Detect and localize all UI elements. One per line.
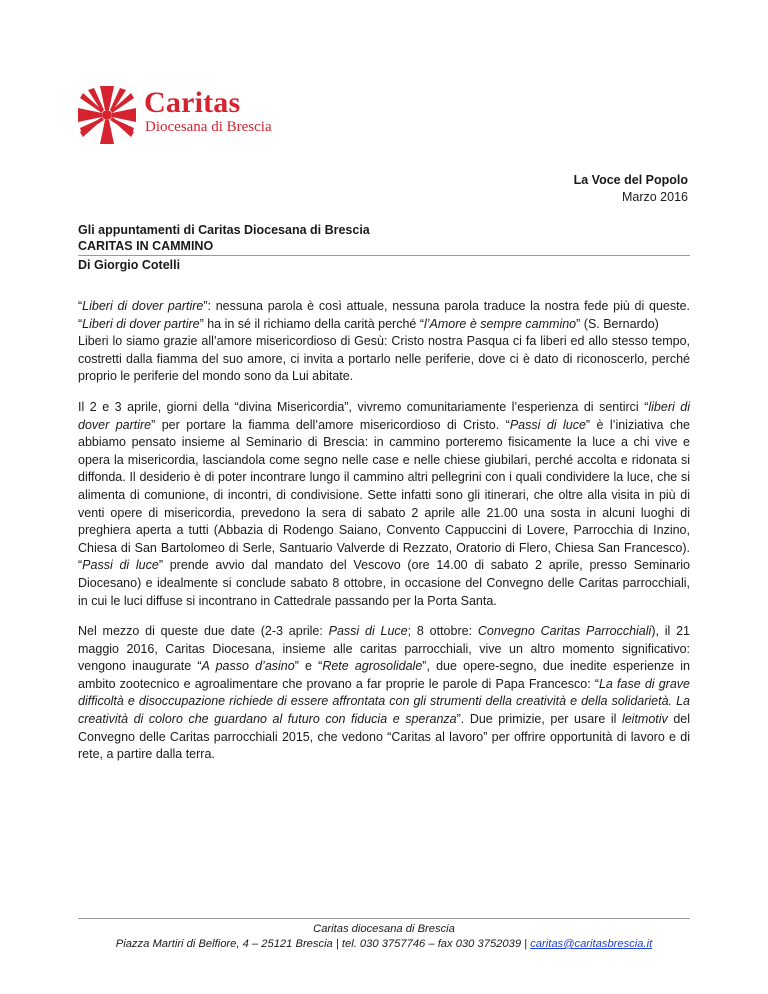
article-heading [78, 222, 690, 273]
caritas-logo [78, 86, 278, 146]
text-run: “ [78, 299, 83, 313]
heading-divider [78, 255, 690, 256]
logo-subtitle: Diocesana di Brescia [145, 119, 272, 135]
quote-run: Liberi di dover partire [82, 299, 204, 313]
text-run: ” e “ [294, 659, 323, 674]
publication-date: Marzo 2016 [621, 190, 688, 204]
quote-run: Passi di luce [509, 417, 586, 432]
publication-name: La Voce del Popolo [573, 173, 688, 187]
text-run: del Convegno delle Caritas parrocchiali 2015, che vedono “Caritas al lavoro” per offrire opportunità di lavoro e di rete, a partire dalla terra. [78, 712, 691, 762]
article-kicker: Gli appuntamenti di Caritas Diocesana di Brescia [78, 223, 370, 237]
text-run: ”, due opere-segno, due inedite esperienze in ambito zootecnico e agroalimentare che provano a far proprie le parole di Papa Francesco: “ [78, 659, 690, 691]
publication-block [574, 172, 688, 206]
quote-run: Rete agrosolidale [322, 659, 423, 674]
text-run: ), il 21 maggio 2016, Caritas Diocesana, insieme alle caritas parrocchiali, vive un altro momento significativo: vengono inaugurate “ [78, 624, 691, 674]
caritas-cross-icon [78, 86, 136, 144]
text-run: Nel mezzo di queste due date (2-3 aprile: [78, 624, 329, 639]
text-run: ” ha in sé il richiamo della carità perché “ [199, 316, 424, 331]
quote-run: l’Amore è sempre cammino [424, 316, 577, 331]
page-footer [78, 918, 690, 952]
quote-run: Passi di luce [82, 558, 159, 573]
logo-name: Caritas [144, 86, 241, 119]
paragraph-2 [78, 399, 690, 610]
quote-run: Passi di Luce [328, 624, 408, 639]
text-run: ” è l’iniziativa che abbiamo pensato insieme al Seminario di Brescia: in cammino porteremo fisicamente la luce a chi vive e opera la misericordia, lasciandola come segno nelle case e nelle chiese giubilari, perché accolta e ridonata si diffonda. Il desiderio è di poter incontrare lungo il cammino altri pellegrini con i quali condividere la luce, che si alimenta di comunione, di incontri, di condivisione. Sette infatti sono gli itinerari, che oltre alla visita in più di venti opere di misericordia, prevedono la sera di sabato 2 aprile alle 21.00 una sosta in alcuni luoghi di preghiera aperta a tutti (Abbazia di Rodengo Saiano, Convento Cappuccini di Lovere, Parrocchia di Inzino, Chiesa di San Bartolomeo di Serle, Santuario Valverde di Rezzato, Oratorio di Flero, Chiesa San Francesco). “ [78, 417, 690, 573]
quote-run: La fase di grave difficoltà e disoccupazione richiede di essere affrontata con gli strumenti della creatività e della solidarietà. La creatività di coloro che guardano al futuro con fiducia e speranza [78, 676, 690, 727]
quote-run: A passo d’asino [201, 659, 295, 674]
text-run: Il 2 e 3 aprile, giorni della “divina Misericordia”, vivremo comunitariamente l’esperienza di sentirci “ [78, 399, 649, 414]
footer-address: Piazza Martiri di Belfiore, 4 – 25121 Brescia | tel. 030 3757746 – fax 030 3752039 | [115, 938, 531, 950]
paragraph-3 [78, 623, 690, 764]
quote-run: liberi di dover partire [78, 399, 690, 432]
footer-organization: Caritas diocesana di Brescia [313, 923, 455, 935]
quote-run: Liberi di dover partire [82, 316, 200, 331]
footer-divider [78, 918, 690, 919]
article-body [78, 298, 690, 777]
footer-email-link[interactable]: caritas@caritasbrescia.it [530, 938, 653, 950]
quote-run: Convegno Caritas Parrocchiali [477, 624, 652, 639]
text-run: ”. Due primizie, per usare il [456, 712, 622, 727]
paragraph-1 [78, 298, 690, 386]
text-run: ”: nessuna parola è così attuale, nessuna parola traduce la nostra fede più di queste. “ [78, 299, 690, 331]
text-run: ” (S. Bernardo) [576, 316, 659, 331]
article-title: CARITAS IN CAMMINO [78, 239, 214, 253]
text-run: Liberi lo siamo grazie all’amore misericordioso di Gesù: Cristo nostra Pasqua ci fa liberi ed allo stesso tempo, costretti dalla fiamma del suo amore, ci invita a portarlo nelle periferie, dove ci è dato di riconoscerlo, perché proprio le periferie del mondo sono da Lui abitate. [78, 334, 690, 384]
text-run: ” prende avvio dal mandato del Vescovo (ore 14.00 di sabato 2 aprile, presso Seminario Diocesano) e idealmente si conclude sabato 8 ottobre, in occasione del Convegno delle Caritas parrocchiali, in cui le luci diffuse si incontrano in Cattedrale passando per la Porta Santa. [78, 558, 690, 608]
quote-run: leitmotiv [621, 712, 668, 727]
text-run: ” per portare la fiamma dell’amore misericordioso di Cristo. “ [151, 417, 510, 432]
article-byline: Di Giorgio Cotelli [78, 258, 181, 272]
text-run: ; 8 ottobre: [407, 624, 478, 639]
footer-contacts [78, 937, 690, 952]
